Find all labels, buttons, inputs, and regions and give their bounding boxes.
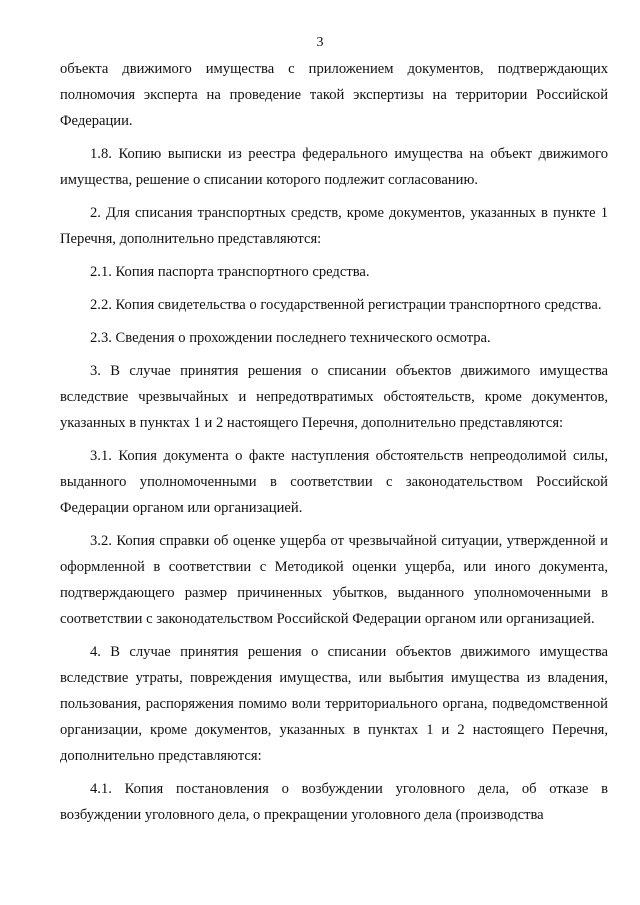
paragraph-3: 3. В случае принятия решения о списании объектов движимого имущества вследствие чрезвычайных и непредотвратимых обстоятельств, кроме документов, указанных в пунктах 1 и 2 настоящего Перечня, дополнительно представляются: — [60, 363, 608, 431]
paragraph-2: 2. Для списания транспортных средств, кроме документов, указанных в пункте 1 Перечня, дополнительно представляются: — [60, 205, 608, 247]
paragraph-2-1: 2.1. Копия паспорта транспортного средства. — [90, 264, 370, 280]
paragraph-3-1: 3.1. Копия документа о факте наступления обстоятельств непреодолимой силы, выданного уполномоченными в соответствии с законодательством Российской Федерации органом или организацией. — [60, 448, 608, 516]
paragraph-3-2: 3.2. Копия справки об оценке ущерба от чрезвычайной ситуации, утвержденной и оформленной в соответствии с Методикой оценки ущерба, или иного документа, подтверждающего размер причиненных убытков, выданного уполномоченными в соответствии с законодательством Российской Федерации органом или организацией. — [60, 533, 608, 627]
document-body — [60, 56, 608, 828]
paragraph-4-1: 4.1. Копия постановления о возбуждении уголовного дела, об отказе в возбуждении уголовного дела, о прекращении уголовного дела (производства — [60, 781, 608, 823]
page-number: 3 — [316, 35, 324, 50]
paragraph-expertise-continuation: объекта движимого имущества с приложением документов, подтверждающих полномочия эксперта на проведение такой экспертизы на территории Российской Федерации. — [60, 61, 608, 129]
paragraph-4: 4. В случае принятия решения о списании объектов движимого имущества вследствие утраты, повреждения имущества, или выбытия имущества из владения, пользования, распоряжения помимо воли территориального органа, подведомственной организации, кроме документов, указанных в пунктах 1 и 2 настоящего Перечня, дополнительно представляются: — [60, 644, 608, 764]
paragraph-2-2: 2.2. Копия свидетельства о государственной регистрации транспортного средства. — [90, 297, 602, 313]
paragraph-1-8: 1.8. Копию выписки из реестра федерального имущества на объект движимого имущества, решение о списании которого подлежит согласованию. — [60, 146, 608, 188]
paragraph-2-3: 2.3. Сведения о прохождении последнего технического осмотра. — [90, 330, 491, 346]
